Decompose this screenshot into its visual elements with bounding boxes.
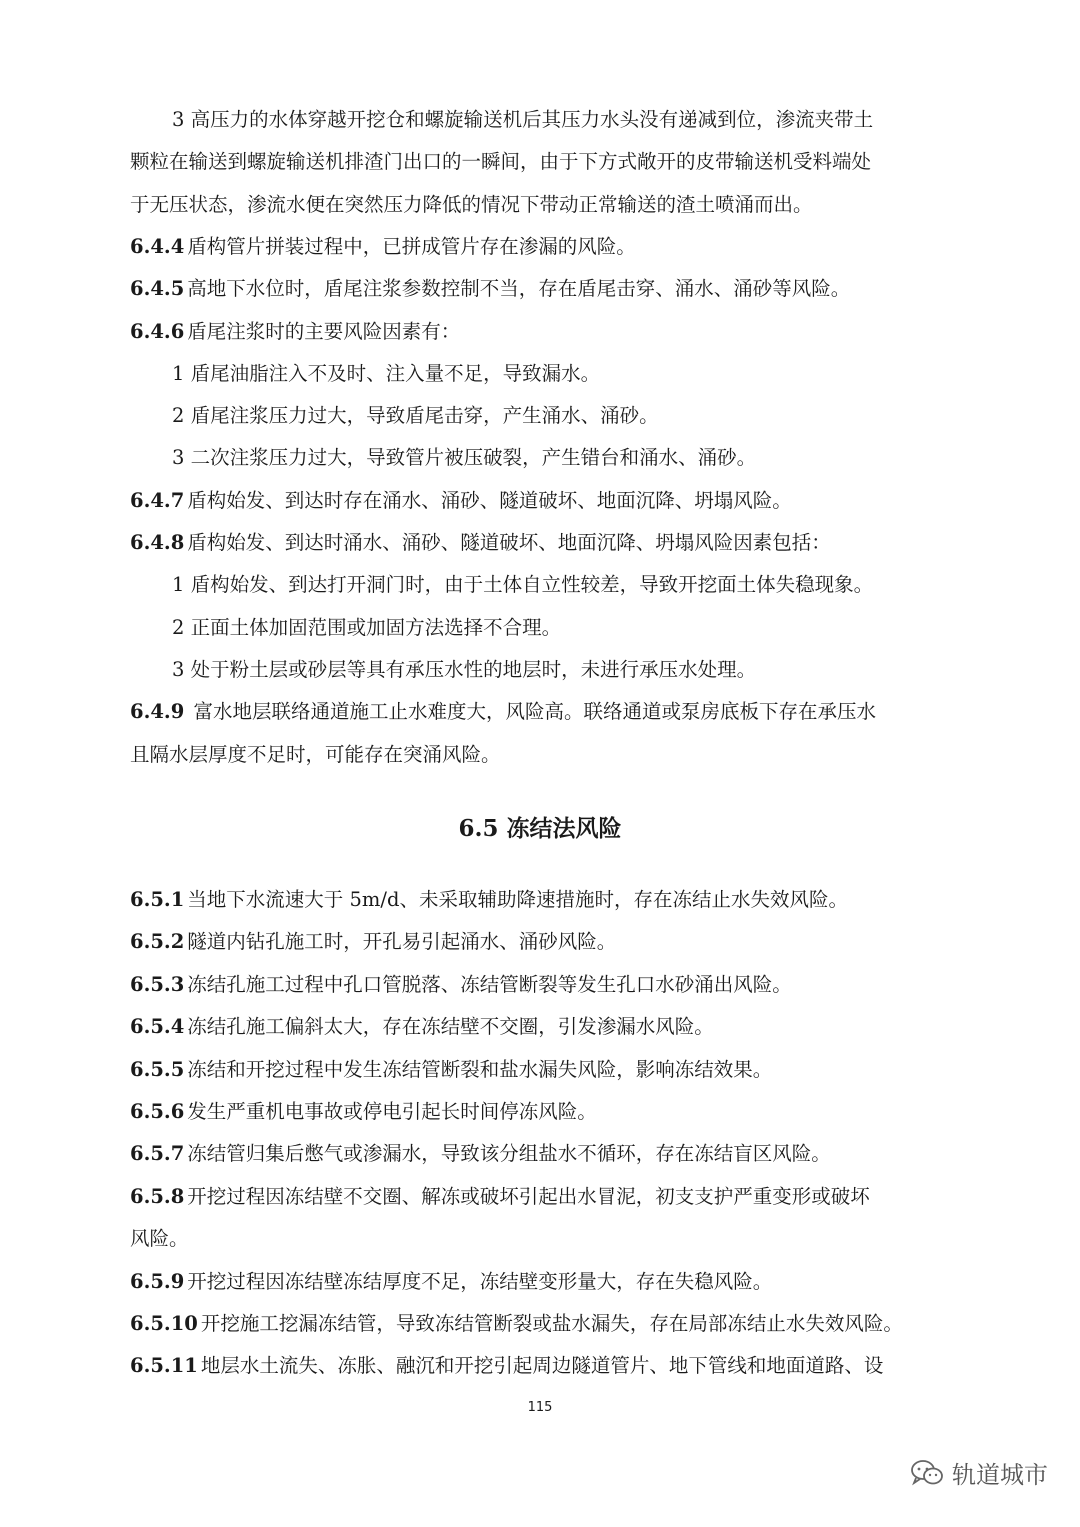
clause-text: 盾尾注浆时的主要风险因素有： xyxy=(187,319,461,343)
clause-text: 当地下水流速大于 5m/d、未采取辅助降速措施时，存在冻结止水失效风险。 xyxy=(187,888,848,911)
wechat-icon xyxy=(910,1459,944,1487)
text-line xyxy=(130,232,952,262)
clause-number: 6.4.6 xyxy=(130,319,185,343)
clause-text: 高地下水位时，盾尾注浆参数控制不当，存在盾尾击穿、涌水、涌砂等风险。 xyxy=(187,277,851,301)
clause-number: 6.5.4 xyxy=(130,1015,185,1039)
clause-number: 6.5.10 xyxy=(130,1312,198,1335)
clause-text: 冻结和开挖过程中发生冻结管断裂和盐水漏失风险，影响冻结效果。 xyxy=(187,1057,773,1081)
clause-text: 3 高压力的水体穿越开挖仓和螺旋输送机后其压力水头没有递减到位，渗流夹带土 xyxy=(172,108,874,131)
clause-number: 6.4.4 xyxy=(130,234,185,258)
clause-text: 2 盾尾注浆压力过大，导致盾尾击穿，产生涌水、涌砂。 xyxy=(172,404,659,428)
watermark xyxy=(910,1455,1048,1490)
clause-number: 6.4.7 xyxy=(130,488,185,512)
clause-number: 6.5.7 xyxy=(130,1142,185,1166)
clause-text: 于无压状态，渗流水便在突然压力降低的情况下带动正常输送的渣土喷涌而出。 xyxy=(130,192,813,216)
text-line xyxy=(130,190,952,220)
clause-text: 且隔水层厚度不足时，可能存在突涌风险。 xyxy=(130,742,501,766)
clause-text: 3 二次注浆压力过大，导致管片被压破裂，产生错台和涌水、涌砂。 xyxy=(172,446,757,470)
text-line xyxy=(172,359,952,389)
text-line xyxy=(130,1012,952,1042)
text-line xyxy=(130,317,952,347)
watermark-text: 轨道城市 xyxy=(952,1461,1048,1489)
clause-number: 6.5.6 xyxy=(130,1100,185,1123)
text-line xyxy=(130,1351,952,1381)
clause-text: 发生严重机电事故或停电引起长时间停冻风险。 xyxy=(187,1100,597,1123)
text-line xyxy=(130,486,952,516)
text-line xyxy=(130,1309,952,1339)
clause-text: 开挖过程因冻结壁不交圈、解冻或破坏引起出水冒泥，初支支护严重变形或破坏 xyxy=(187,1184,870,1208)
clause-number: 6.5.9 xyxy=(130,1269,185,1293)
clause-text: 冻结孔施工过程中孔口管脱落、冻结管断裂等发生孔口水砂涌出风险。 xyxy=(187,972,792,996)
clause-text: 盾构管片拼装过程中，已拼成管片存在渗漏的风险。 xyxy=(187,234,636,258)
text-line xyxy=(130,1055,952,1085)
clause-text: 开挖施工挖漏冻结管，导致冻结管断裂或盐水漏失，存在局部冻结止水失效风险。 xyxy=(200,1312,903,1335)
clause-text: 盾构始发、到达时涌水、涌砂、隧道破坏、地面沉降、坍塌风险因素包括： xyxy=(187,531,831,554)
text-line xyxy=(130,1267,952,1297)
text-line xyxy=(130,1139,952,1169)
text-line xyxy=(130,274,952,304)
clause-text: 1 盾构始发、到达打开洞门时，由于土体自立性较差，导致开挖面土体失稳现象。 xyxy=(172,573,874,597)
page-number: 115 xyxy=(527,1400,553,1415)
clause-number: 6.4.5 xyxy=(130,277,185,301)
clause-text: 风险。 xyxy=(130,1227,189,1251)
text-line xyxy=(130,1097,952,1127)
text-line xyxy=(172,443,952,473)
text-line xyxy=(172,105,952,135)
clause-text: 开挖过程因冻结壁冻结厚度不足，冻结壁变形量大，存在失稳风险。 xyxy=(187,1269,773,1293)
text-line xyxy=(130,885,952,915)
text-line xyxy=(172,655,952,685)
clause-text: 颗粒在输送到螺旋输送机排渣门出口的一瞬间，由于下方式敞开的皮带输送机受料端处 xyxy=(130,150,872,174)
text-line xyxy=(172,613,952,643)
text-line xyxy=(130,528,952,558)
section-heading: 6.5 冻结法风险 xyxy=(458,815,622,842)
text-line xyxy=(130,697,952,727)
clause-number: 6.4.8 xyxy=(130,531,185,554)
clause-text: 3 处于粉土层或砂层等具有承压水性的地层时，未进行承压水处理。 xyxy=(172,657,757,681)
clause-text: 1 盾尾油脂注入不及时、注入量不足，导致漏水。 xyxy=(172,361,601,385)
clause-number: 6.5.8 xyxy=(130,1184,185,1208)
clause-text: 隧道内钻孔施工时，开孔易引起涌水、涌砂风险。 xyxy=(187,930,617,954)
clause-number: 6.5.1 xyxy=(130,888,185,911)
clause-text: 富水地层联络通道施工止水难度大，风险高。联络通道或泵房底板下存在承压水 xyxy=(187,700,876,724)
clause-number: 6.5.2 xyxy=(130,930,185,954)
clause-text: 2 正面土体加固范围或加固方法选择不合理。 xyxy=(172,615,562,639)
clause-text: 地层水土流失、冻胀、融沉和开挖引起周边隧道管片、地下管线和地面道路、设 xyxy=(200,1354,884,1378)
clause-number: 6.5.5 xyxy=(130,1057,185,1081)
text-line xyxy=(130,147,952,177)
clause-number: 6.5.11 xyxy=(130,1354,198,1378)
clause-number: 6.4.9 xyxy=(130,700,185,724)
clause-text: 盾构始发、到达时存在涌水、涌砂、隧道破坏、地面沉降、坍塌风险。 xyxy=(187,488,792,512)
text-line xyxy=(130,970,952,1000)
clause-text: 冻结孔施工偏斜太大，存在冻结壁不交圈，引发渗漏水风险。 xyxy=(187,1015,714,1039)
clause-number: 6.5.3 xyxy=(130,972,185,996)
text-line xyxy=(172,401,952,431)
text-line xyxy=(130,740,952,770)
text-line xyxy=(172,570,952,600)
clause-text: 冻结管归集后憋气或渗漏水，导致该分组盐水不循环，存在冻结盲区风险。 xyxy=(187,1142,831,1166)
text-line xyxy=(130,927,952,957)
text-line xyxy=(130,1224,952,1254)
text-line xyxy=(130,1182,952,1212)
